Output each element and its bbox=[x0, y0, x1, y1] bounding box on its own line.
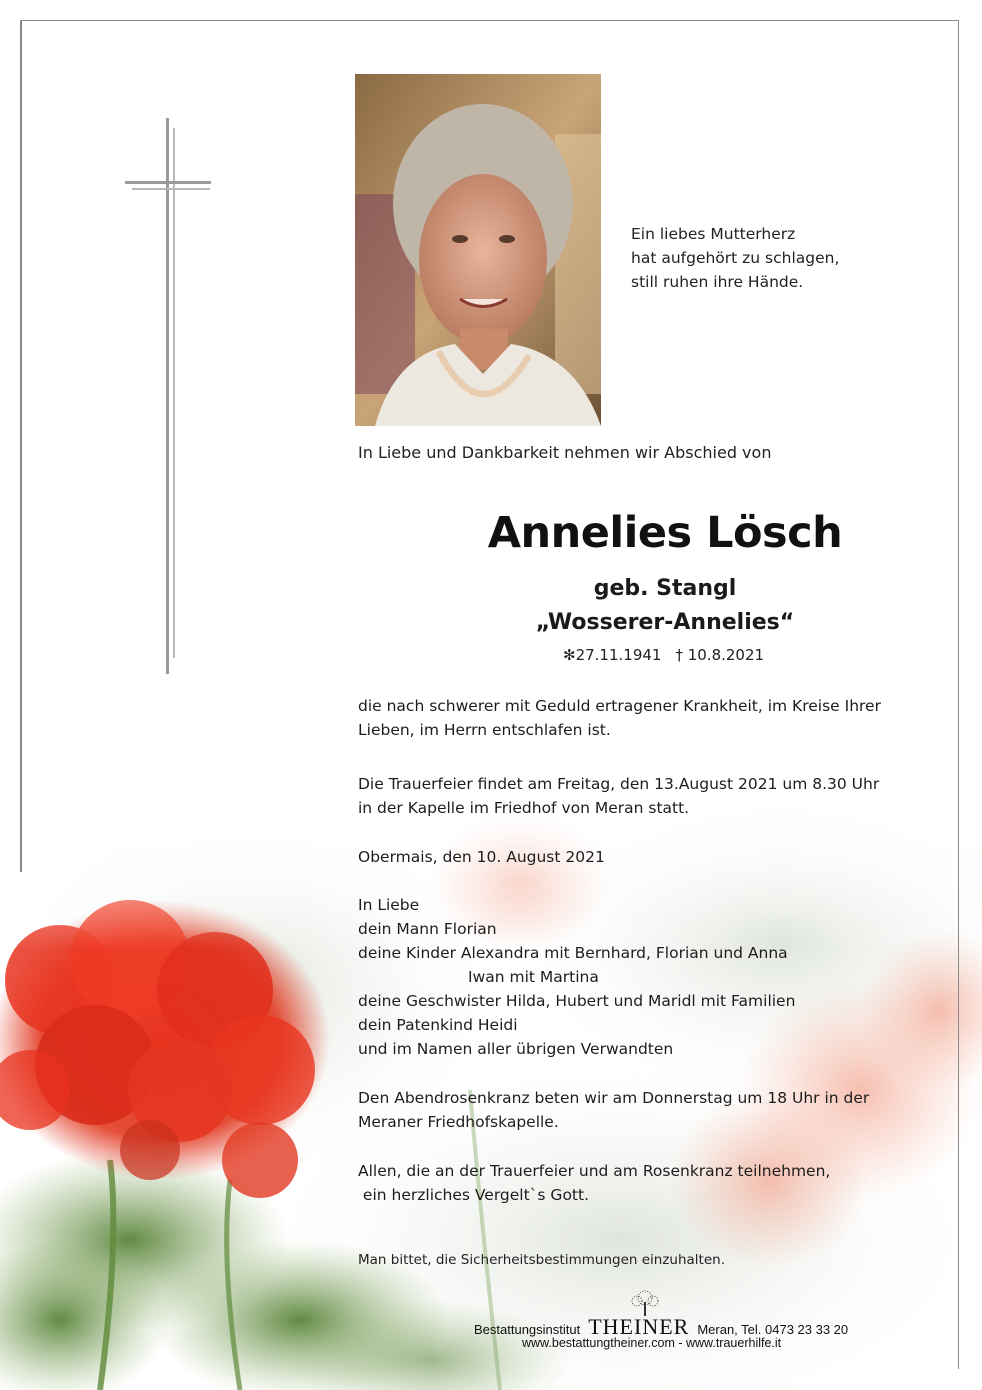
deceased-name: Annelies Lösch bbox=[487, 508, 843, 558]
poem-verse bbox=[631, 222, 839, 294]
funeral-home-brand: THEINER bbox=[588, 1314, 690, 1339]
death-date: † 10.8.2021 bbox=[675, 646, 765, 664]
mourner-line: Iwan mit Martina bbox=[468, 968, 599, 986]
text-line: Die Trauerfeier findet am Freitag, den 13.August 2021 um 8.30 Uhr bbox=[358, 775, 880, 793]
text-line: Meraner Friedhofskapelle. bbox=[358, 1113, 559, 1131]
border-frame-left bbox=[20, 20, 22, 872]
funeral-home-prefix: Bestattungsinstitut bbox=[474, 1322, 581, 1337]
tree-logo-icon bbox=[624, 1290, 666, 1316]
text-line: Lieben, im Herrn entschlafen ist. bbox=[358, 721, 611, 739]
mourner-line: deine Kinder Alexandra mit Bernhard, Florian und Anna bbox=[358, 944, 788, 962]
rosary-paragraph bbox=[358, 1086, 869, 1134]
mourner-line: und im Namen aller übrigen Verwandten bbox=[358, 1040, 674, 1058]
poem-line: Ein liebes Mutterherz bbox=[631, 225, 796, 243]
birth-date: ✻27.11.1941 bbox=[563, 646, 662, 664]
portrait-photo bbox=[355, 74, 601, 426]
funeral-paragraph bbox=[358, 772, 879, 820]
poem-line: hat aufgehört zu schlagen, bbox=[631, 249, 840, 267]
poem-line: still ruhen ihre Hände. bbox=[631, 273, 804, 291]
mourners-list bbox=[358, 893, 795, 1061]
mourner-line: dein Mann Florian bbox=[358, 920, 497, 938]
text-line: Obermais, den 10. August 2021 bbox=[358, 848, 605, 866]
text-line: Den Abendrosenkranz beten wir am Donnerstag um 18 Uhr in der bbox=[358, 1089, 870, 1107]
text-line: Allen, die an der Trauerfeier und am Rosenkranz teilnehmen, bbox=[358, 1162, 831, 1180]
cross-icon bbox=[124, 118, 214, 678]
mourner-line: deine Geschwister Hilda, Hubert und Maridl mit Familien bbox=[358, 992, 796, 1010]
thanks-paragraph bbox=[358, 1159, 830, 1207]
illness-paragraph bbox=[358, 694, 881, 742]
funeral-home-contact: Meran, Tel. 0473 23 33 20 bbox=[697, 1322, 849, 1337]
text-line: ein herzliches Vergelt`s Gott. bbox=[358, 1186, 590, 1204]
safety-notice: Man bittet, die Sicherheitsbestimmungen einzuhalten. bbox=[358, 1252, 725, 1268]
nickname: „Wosserer-Annelies“ bbox=[535, 610, 795, 635]
maiden-name: geb. Stangl bbox=[593, 576, 737, 601]
life-dates bbox=[563, 646, 778, 664]
mourner-line: dein Patenkind Heidi bbox=[358, 1016, 518, 1034]
funeral-home-websites[interactable]: www.bestattungtheiner.com - www.trauerhilfe.it bbox=[522, 1336, 782, 1350]
intro-text: In Liebe und Dankbarkeit nehmen wir Abschied von bbox=[358, 443, 772, 462]
text-line: in der Kapelle im Friedhof von Meran statt. bbox=[358, 799, 690, 817]
mourner-line: In Liebe bbox=[358, 896, 420, 914]
place-date bbox=[358, 845, 605, 869]
text-line: die nach schwerer mit Geduld ertragener Krankheit, im Kreise Ihrer bbox=[358, 697, 881, 715]
